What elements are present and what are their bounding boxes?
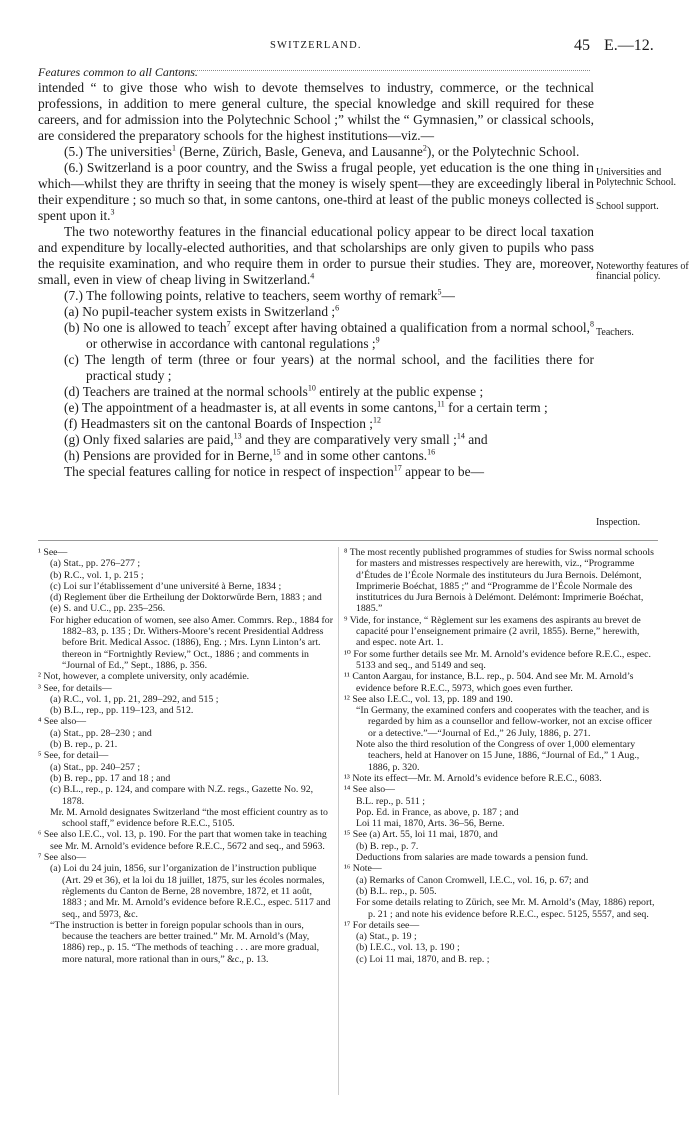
footnote-line: (c) Loi 11 mai, 1870, and B. rep. ; xyxy=(356,953,490,965)
footnotes-right xyxy=(344,547,656,965)
footnote-line: (a) Stat., pp. 28–230 ; and xyxy=(50,727,152,739)
paragraph: The two noteworthy features in the financial educational policy appear to be direct local taxation and expenditure by locally-elected authorities, and that scholarships are only given to pupils who pass the requisite examination, and who require them in order to pursue their studies. They are, moreover, small, even in view of cheap living in Switzerland.$^4$ xyxy=(38,224,594,287)
paragraph: intended “ to give those who wish to devote themselves to industry, commerce, or the technical professions, in addition to mere general culture, the special knowledge and skill required for these careers, and for admission into the Polytechnic School ;” whilst the “ Gymnasien,” or classical schools, are considered the preparatory schools for the highest institutions—viz.— xyxy=(38,80,594,143)
footnote-line: Note also the third resolution of the Congress of over 1,000 elementary teachers, held at Hanover on 15 June, 1886, “Journal of Ed.,” 1 Aug., 1886, p. 320. xyxy=(356,739,640,773)
page-header xyxy=(0,38,700,56)
footnote: ⁵ See, for detail— xyxy=(38,750,109,762)
paragraph: The special features calling for notice in respect of inspection$^{17}$ appear to be— xyxy=(64,463,484,479)
footnote-line: (a) Remarks of Canon Cromwell, I.E.C., vol. 16, p. 67; and xyxy=(356,874,589,886)
margin-note-school-support: School support. xyxy=(596,201,659,212)
list-item: (d) Teachers are trained at the normal schools$^{10}$ entirely at the public expense ; xyxy=(64,383,484,399)
footnote-line: (a) Stat., pp. 276–277 ; xyxy=(50,558,141,570)
footnote-line: (a) Stat., p. 19 ; xyxy=(356,931,417,943)
list-item: (g) Only fixed salaries are paid,$^{13}$ and they are comparatively very small ;$^{14}$ and xyxy=(64,431,488,447)
list-item: (c) The length of term (three or four years) at the normal school, and the facilities there for practical study ; xyxy=(64,352,594,383)
paragraph: (5.) The universities$^1$ (Berne, Zürich, Basle, Geneva, and Lausanne$^2$), or the Polytechnic School. xyxy=(64,143,580,159)
footnote-line: (e) S. and U.C., pp. 235–256. xyxy=(50,603,166,615)
footnote-line: Pop. Ed. in France, as above, p. 187 ; and xyxy=(356,806,519,818)
footnote-line: Mr. M. Arnold designates Switzerland “the most efficient country as to school staff,” evidence before R.E.C., 5105. xyxy=(50,806,328,830)
footnote-line: For higher education of women, see also Amer. Commrs. Rep., 1884 for 1882–83, p. 135 ; Dr. Withers-Moore’s recent Presidential Address before Brit. Medical Assoc. (1886), Eng. ; Mrs. Lynn Linton’s art. thereon in “Fortnightly Review,” Oct., 1886 ; and comments in “Journal of Ed.,” Sept., 1886, p. 356. xyxy=(50,614,333,671)
footnote: ¹⁴ See also— xyxy=(344,784,395,796)
footnote-line: “The instruction is better in foreign popular schools than in ours, because the teachers are better trained.” Mr. M. Arnold’s (May, 1886) rep., p. 15. “The methods of teaching . . . are more gradual, more natural, more rational than in ours,” &c., p. 13. xyxy=(50,919,320,965)
footnote-line: (b) B. rep., pp. 17 and 18 ; and xyxy=(50,772,171,784)
page-number: 45 xyxy=(574,37,590,54)
footnote-line: (b) I.E.C., vol. 13, p. 190 ; xyxy=(356,942,460,954)
footnote-line: (d) Reglement über die Ertheilung der Doktorwürde Bern, 1883 ; and xyxy=(50,592,322,604)
footnote-line: (b) R.C., vol. 1, p. 215 ; xyxy=(50,569,144,581)
margin-note-financial-policy: Noteworthy features of financial policy. xyxy=(596,261,689,282)
footnote: ⁹ Vide, for instance, “ Règlement sur les examens des aspirants au brevet de capacité pour l’enseignement primaire (2 avril, 1855). Berne,” herewith, and espec. note Art. 1. xyxy=(344,614,641,649)
footnote-line: (b) B.L. rep., p. 505. xyxy=(356,885,437,897)
margin-note-teachers: Teachers. xyxy=(596,327,634,338)
footnote: ¹⁵ See (a) Art. 55, loi 11 mai, 1870, and xyxy=(344,829,498,841)
footnote-line: For some details relating to Zürich, see Mr. M. Arnold’s (May, 1886) report, p. 21 ; and note his evidence before R.E.C., espec. 5125, 5557, and seq. xyxy=(356,897,655,920)
footnote: ⁶ See also I.E.C., vol. 13, p. 190. For the part that women take in teaching see Mr. M. Arnold’s evidence before R.E.C., 5672 and seq., and 5963. xyxy=(38,829,327,852)
footnote: ¹⁷ For details see— xyxy=(344,919,420,931)
footnote-line: (a) Loi du 24 juin, 1856, sur l’organization de l’instruction publique (Art. 29 et 36), et la loi du 18 juillet, 1875, sur les écoles normales, règlements du Canton de Berne, 28 novembre, 1872, et 11 août, 1883 ; and Mr. M. Arnold’s evidence before R.E.C., espec. 5117 and seq., and 5973, &c. xyxy=(50,863,331,920)
footnote-line: (c) B.L., rep., p. 124, and compare with N.Z. regs., Gazette No. 92, 1878. xyxy=(50,784,314,807)
dotted-divider xyxy=(170,70,590,71)
paragraph: (7.) The following points, relative to teachers, seem worthy of remark$^5$— xyxy=(64,287,455,303)
footnotes-left xyxy=(38,547,333,965)
footnote-line: “In Germany, the examined confers and cooperates with the teacher, and is regarded by him as a counsellor and fellow-worker, not an excise officer or a detective.”—“Journal of Ed.,” 26 July, 1886, p. 271. xyxy=(356,705,652,739)
footnote-line: (b) B.L., rep., pp. 119–123, and 512. xyxy=(50,705,194,717)
footnote-separator xyxy=(38,540,658,541)
footnote-line: (c) Loi sur l’établissement d’une université à Berne, 1834 ; xyxy=(50,580,282,592)
footnote: ¹¹ Canton Aargau, for instance, B.L. rep., p. 504. And see Mr. M. Arnold’s evidence before R.E.C., 5973, which goes even further. xyxy=(344,671,634,694)
footnote: ⁴ See also— xyxy=(38,716,87,728)
margin-note-universities: Universities and Polytechnic School. xyxy=(596,167,676,188)
footnote: ¹³ Note its effect—Mr. M. Arnold’s evidence before R.E.C., 6083. xyxy=(344,772,602,784)
document-reference: E.—12. xyxy=(604,37,654,54)
column-divider xyxy=(338,547,339,1095)
footnote-line: (a) R.C., vol. 1, pp. 21, 289–292, and 515 ; xyxy=(50,693,219,705)
footnote-line: Deductions from salaries are made towards a pension fund. xyxy=(356,852,589,864)
footnote: ¹⁰ For some further details see Mr. M. Arnold’s evidence before R.E.C., espec. 5133 and seq., and 5149 and seq. xyxy=(344,648,651,671)
footnote-line: B.L. rep., p. 511 ; xyxy=(356,795,426,807)
running-title: SWITZERLAND. xyxy=(270,40,362,51)
paragraph: (6.) Switzerland is a poor country, and the Swiss a frugal people, yet education is the one thing in which—whilst they are thrifty in seeing that the money is wisely spent—they are exceedingly liberal in their expenditure ; so much so that, in some cantons, one-third at least of the public moneys collected is spent upon it.$^3$ xyxy=(38,160,594,223)
footnote-line: (b) B. rep., p. 21. xyxy=(50,739,118,751)
footnote: ³ See, for details— xyxy=(38,682,112,694)
list-item: (f) Headmasters sit on the cantonal Boards of Inspection ;$^{12}$ xyxy=(64,415,382,431)
margin-note-inspection: Inspection. xyxy=(596,517,641,528)
footnote-line: (a) Stat., pp. 240–257 ; xyxy=(50,761,141,773)
list-item: (h) Pensions are provided for in Berne,$^{15}$ and in some other cantons.$^{16}$ xyxy=(64,447,436,463)
footnote: ⁸ The most recently published programmes of studies for Swiss normal schools for masters and mistresses respectively are herewith, viz., “Programme d’Études de l’École Normale des instituteurs du Jura Bernois. Delémont, Imprimerie Boéchat, 1885 ;” and “Programme de l’École Normale des institutrices du Jura Bernois à Delémont. Delémont: Imprimerie Boéchat, 1885.” xyxy=(344,547,654,615)
footnote: ¹⁶ Note— xyxy=(344,863,382,875)
footnote-line: (b) B. rep., p. 7. xyxy=(356,840,419,852)
footnote-line: Loi 11 mai, 1870, Arts. 36–56, Berne. xyxy=(356,818,505,830)
footnote: ¹² See also I.E.C., vol. 13, pp. 189 and 190. xyxy=(344,693,513,705)
main-text xyxy=(38,80,594,480)
section-subheading: Features common to all Cantons. xyxy=(38,65,198,79)
list-item: (b) No one is allowed to teach$^7$ except after having obtained a qualification from a normal school,$^8$ or otherwise in accordance with cantonal regulations ;$^9$ xyxy=(64,319,594,351)
footnote: ¹ See— xyxy=(38,547,68,558)
list-item: (a) No pupil-teacher system exists in Switzerland ;$^6$ xyxy=(64,303,340,319)
footnote: ² Not, however, a complete university, only académie. xyxy=(38,671,250,683)
list-item: (e) The appointment of a headmaster is, at all events in some cantons,$^{11}$ for a certain term ; xyxy=(64,399,548,415)
footnote: ⁷ See also— xyxy=(38,852,87,864)
